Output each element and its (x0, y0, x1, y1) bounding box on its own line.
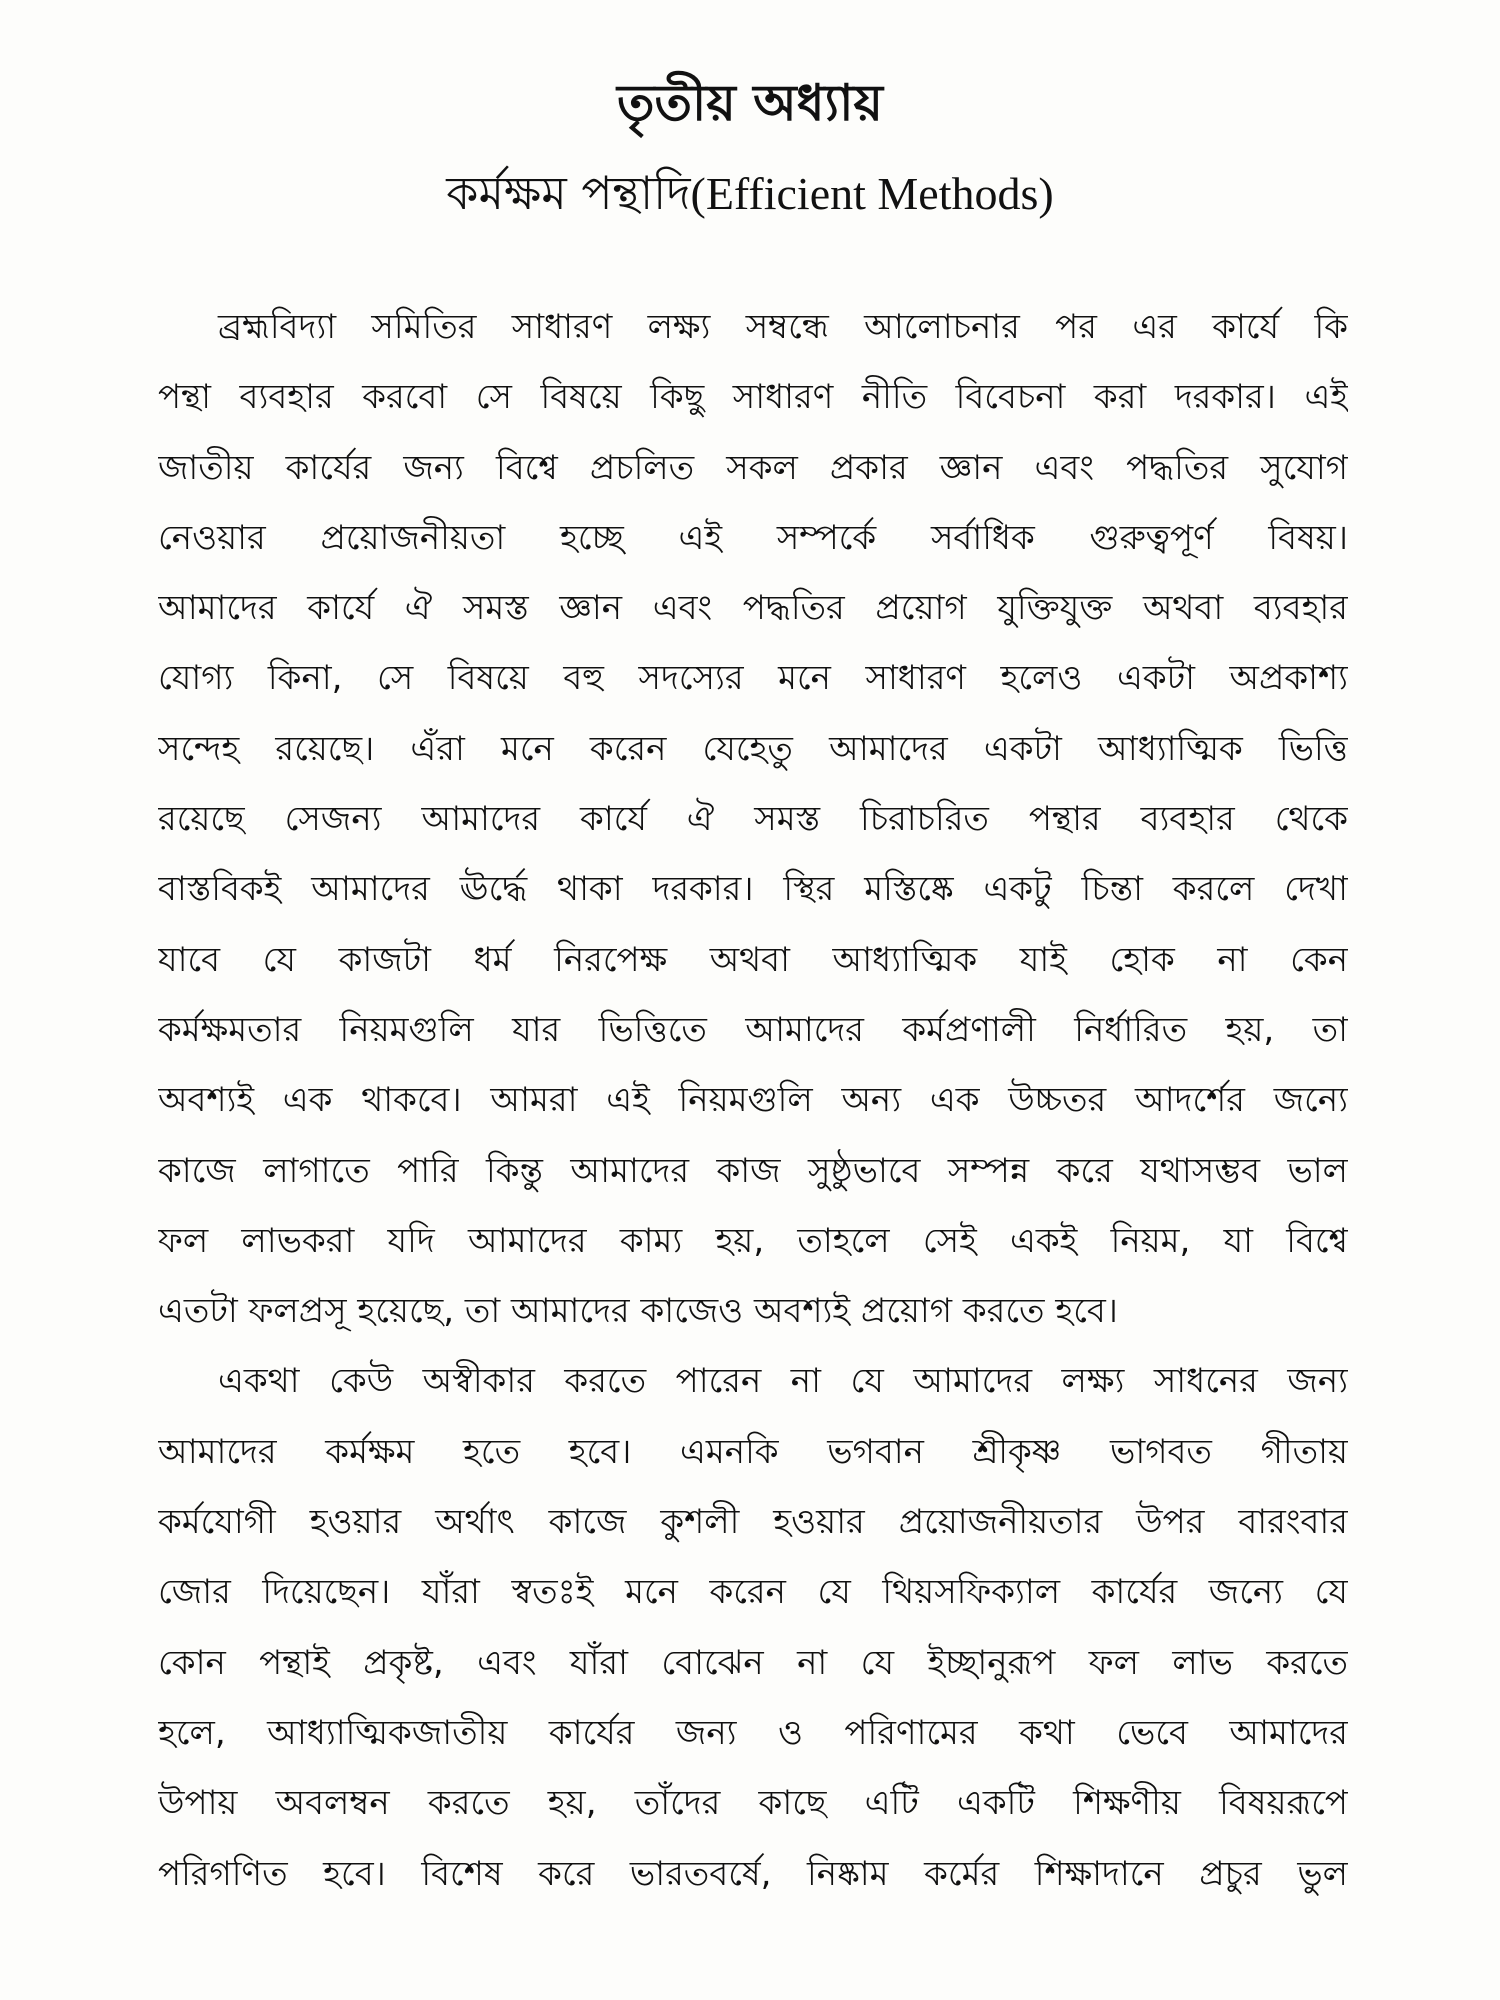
text-line: ফল লাভকরা যদি আমাদের কাম্য হয়, তাহলে সেই একই নিয়ম, যা বিশ্বে (158, 1220, 1348, 1261)
text-line: যোগ্য কিনা, সে বিষয়ে বহু সদস্যের মনে সাধারণ হলেও একটা অপ্রকাশ্য (158, 658, 1348, 699)
text-line: নেওয়ার প্রয়োজনীয়তা হচ্ছে এই সম্পর্কে সর্বাধিক গুরুত্বপূর্ণ বিষয়। (158, 517, 1348, 558)
text-line: কোন পন্থাই প্রকৃষ্ট, এবং যাঁরা বোঝেন না যে ইচ্ছানুরূপ ফল লাভ করতে (158, 1642, 1348, 1683)
text-line: এতটা ফলপ্রসূ হয়েছে, তা আমাদের কাজেও অবশ্যই প্রয়োগ করতে হবে। (158, 1291, 1118, 1332)
text-line: আমাদের কর্মক্ষম হতে হবে। এমনকি ভগবান শ্রীকৃষ্ণ ভাগবত গীতায় (158, 1431, 1348, 1472)
text-line: সন্দেহ রয়েছে। এঁরা মনে করেন যেহেতু আমাদের একটা আধ্যাত্মিক ভিত্তি (158, 728, 1348, 769)
body-text (158, 292, 1348, 1909)
chapter-subtitle-bengali: কর্মক্ষম পন্থাদি (446, 166, 691, 220)
text-line: হলে, আধ্যাত্মিকজাতীয় কার্যের জন্য ও পরিণামের কথা ভেবে আমাদের (158, 1712, 1348, 1753)
text-line: পন্থা ব্যবহার করবো সে বিষয়ে কিছু সাধারণ নীতি বিবেচনা করা দরকার। এই (158, 377, 1348, 418)
text-line: জোর দিয়েছেন। যাঁরা স্বতঃই মনে করেন যে থিয়সফিক্যাল কার্যের জন্যে যে (158, 1572, 1348, 1613)
text-line: জাতীয় কার্যের জন্য বিশ্বে প্রচলিত সকল প্রকার জ্ঞান এবং পদ্ধতির সুযোগ (158, 447, 1348, 488)
chapter-title: তৃতীয় অধ্যায় (617, 74, 883, 132)
chapter-subtitle (0, 166, 1500, 220)
text-line: উপায় অবলম্বন করতে হয়, তাঁদের কাছে এটি একটি শিক্ষণীয় বিষয়রূপে (158, 1783, 1348, 1824)
text-line: একথা কেউ অস্বীকার করতে পারেন না যে আমাদের লক্ষ্য সাধনের জন্য (218, 1361, 1348, 1402)
text-line: আমাদের কার্যে ঐ সমস্ত জ্ঞান এবং পদ্ধতির প্রয়োগ যুক্তিযুক্ত অথবা ব্যবহার (158, 588, 1348, 629)
chapter-subtitle-english: (Efficient Methods) (690, 168, 1054, 219)
text-line: ব্রহ্মবিদ্যা সমিতির সাধারণ লক্ষ্য সম্বন্ধে আলোচনার পর এর কার্যে কি (218, 307, 1348, 347)
text-line: কর্মযোগী হওয়ার অর্থাৎ কাজে কুশলী হওয়ার প্রয়োজনীয়তার উপর বারংবার (158, 1502, 1348, 1543)
text-line: বাস্তবিকই আমাদের ঊর্দ্ধে থাকা দরকার। স্থির মস্তিষ্কে একটু চিন্তা করলে দেখা (158, 869, 1348, 910)
text-line: কাজে লাগাতে পারি কিন্তু আমাদের কাজ সুষ্ঠুভাবে সম্পন্ন করে যথাসম্ভব ভাল (158, 1150, 1348, 1191)
text-line: অবশ্যই এক থাকবে। আমরা এই নিয়মগুলি অন্য এক উচ্চতর আদর্শের জন্যে (158, 1080, 1348, 1121)
text-line: পরিগণিত হবে। বিশেষ করে ভারতবর্ষে, নিষ্কাম কর্মের শিক্ষাদানে প্রচুর ভুল (158, 1853, 1348, 1894)
text-line: কর্মক্ষমতার নিয়মগুলি যার ভিত্তিতে আমাদের কর্মপ্রণালী নির্ধারিত হয়, তা (158, 1009, 1348, 1050)
text-line: রয়েছে সেজন্য আমাদের কার্যে ঐ সমস্ত চিরাচরিত পন্থার ব্যবহার থেকে (158, 799, 1348, 840)
text-line: যাবে যে কাজটা ধর্ম নিরপেক্ষ অথবা আধ্যাত্মিক যাই হোক না কেন (158, 939, 1348, 980)
